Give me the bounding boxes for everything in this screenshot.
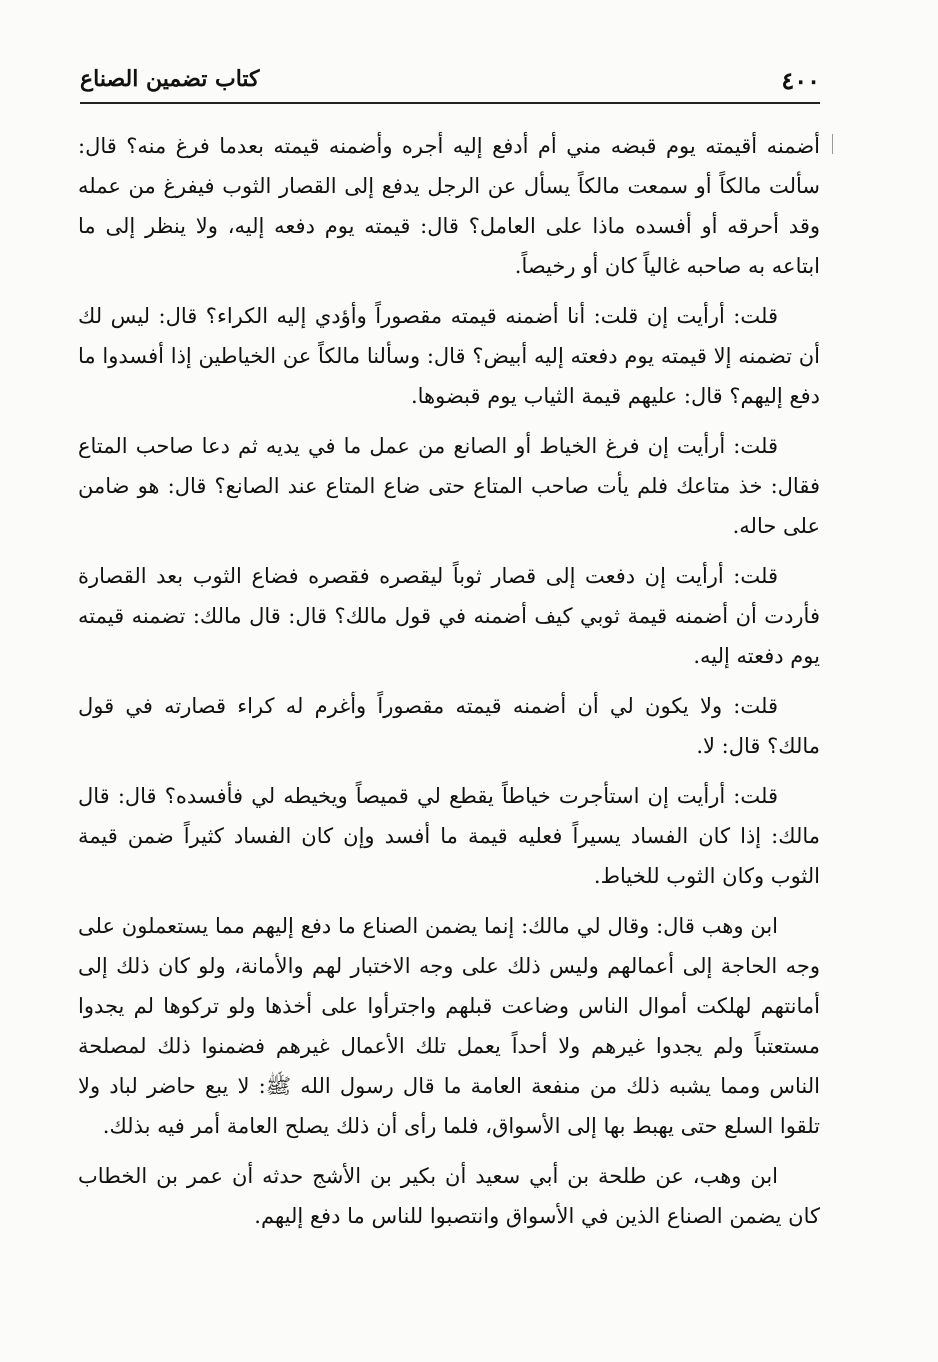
margin-mark <box>832 134 833 154</box>
paragraph-6: قلت: أرأيت إن استأجرت خياطاً يقطع لي قميصاً ويخيطه لي فأفسده؟ قال: قال مالك: إذا كان الفساد يسيراً فعليه قيمة ما أفسد وإن كان الفساد كثيراً ضمن قيمة الثوب وكان الثوب للخياط. <box>78 784 820 888</box>
paragraph-5: قلت: ولا يكون لي أن أضمنه قيمته مقصوراً وأغرم له كراء قصارته في قول مالك؟ قال: لا. <box>78 694 820 758</box>
paragraph-8: ابن وهب، عن طلحة بن أبي سعيد أن بكير بن الأشج حدثه أن عمر بن الخطاب كان يضمن الصناع الذين في الأسواق وانتصبوا للناس ما دفع إليهم. <box>78 1164 820 1228</box>
paragraph-2: قلت: أرأيت إن قلت: أنا أضمنه قيمته مقصوراً وأؤدي إليه الكراء؟ قال: ليس لك أن تضمنه إلا قيمته يوم دفعته إليه أبيض؟ قال: وسألنا مالكاً عن الخياطين إذا أفسدوا ما دفع إليهم؟ قال: عليهم قيمة الثياب يوم قبضوها. <box>78 304 820 408</box>
running-title: كتاب تضمين الصناع <box>80 66 260 92</box>
paragraph-7: ابن وهب قال: وقال لي مالك: إنما يضمن الصناع ما دفع إليهم مما يستعملون على وجه الحاجة إلى أعمالهم وليس ذلك على وجه الاختبار لهم والأمانة، ولو كان ذلك إلى أمانتهم لهلكت أموال الناس وضاعت قبلهم واجترأوا على أخذها ولو تركوها لم يجدوا مستعتباً ولم يجدوا غيرهم ولا أحداً يعمل تلك الأعمال غيرهم فضمنوا ذلك لمصلحة الناس ومما يشبه ذلك من منفعة العامة ما قال رسول الله ﷺ: لا يبع حاضر لباد ولا تلقوا السلع حتى يهبط بها إلى الأسواق، فلما رأى أن ذلك يصلح العامة أمر فيه بذلك. <box>78 914 820 1138</box>
page-header <box>80 60 820 104</box>
page-number: ٤٠٠ <box>781 66 820 95</box>
paragraph-3: قلت: أرأيت إن فرغ الخياط أو الصانع من عمل ما في يديه ثم دعا صاحب المتاع فقال: خذ متاعك فلم يأت صاحب المتاع حتى ضاع المتاع عند الصانع؟ قال: هو ضامن على حاله. <box>78 434 820 538</box>
paragraph-4: قلت: أرأيت إن دفعت إلى قصار ثوباً ليقصره فقصره فضاع الثوب بعد القصارة فأردت أن أضمنه قيمة ثوبي كيف أضمنه في قول مالك؟ قال: قال مالك: تضمنه قيمته يوم دفعته إليه. <box>78 564 820 668</box>
body-text <box>78 126 820 1246</box>
paragraph-1: أضمنه أقيمته يوم قبضه مني أم أدفع إليه أجره وأضمنه قيمته بعدما فرغ منه؟ قال: سألت مالكاً أو سمعت مالكاً يسأل عن الرجل يدفع إلى القصار الثوب فيفرغ من عمله وقد أحرقه أو أفسده ماذا على العامل؟ قال: قيمته يوم دفعه إليه، ولا ينظر إلى ما ابتاعه به صاحبه غالياً كان أو رخيصاً. <box>78 134 820 278</box>
header-rule <box>80 102 820 104</box>
